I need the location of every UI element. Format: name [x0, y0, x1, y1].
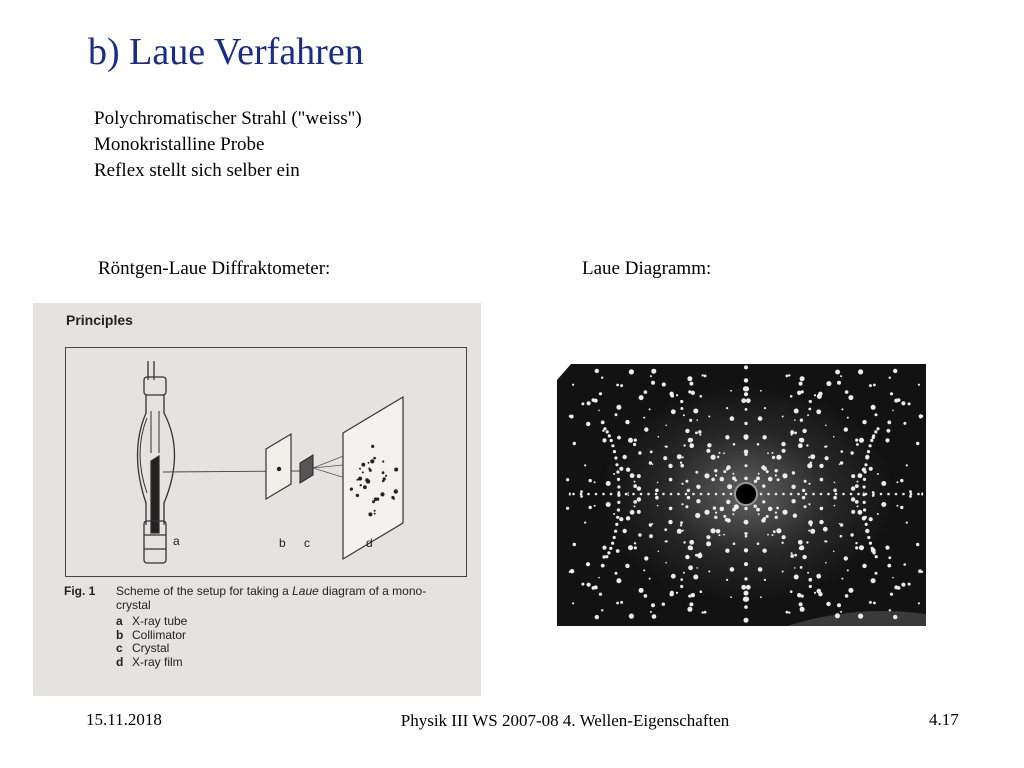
- label-c: c: [304, 536, 310, 550]
- bullet-item: Polychromatischer Strahl ("weiss"): [94, 108, 362, 129]
- bullet-list: [94, 106, 362, 184]
- setup-schematic: [33, 303, 481, 583]
- footer-date: 15.11.2018: [86, 710, 162, 729]
- legend-item: a X-ray tube: [116, 614, 188, 628]
- xray-film-drawing: [343, 397, 403, 559]
- legend-item: c Crystal: [116, 641, 170, 655]
- laue-diagram-photo: [557, 364, 926, 626]
- slide-title: b) Laue Verfahren: [88, 31, 364, 73]
- figure-caption: Scheme of the setup for taking a Laue diagram of a mono- crystal: [116, 584, 427, 612]
- label-d: d: [366, 536, 373, 550]
- diffractometer-figure: [33, 303, 481, 696]
- footer-page-number: 4.17: [929, 710, 959, 729]
- figure-heading: Principles: [66, 312, 133, 328]
- footer-course: Physik III WS 2007-08 4. Wellen-Eigenschaften: [400, 711, 730, 730]
- legend-item: d X-ray film: [116, 654, 183, 669]
- laue-pattern: [557, 364, 926, 626]
- bullet-item: Monokristalline Probe: [94, 134, 265, 155]
- label-a: a: [173, 534, 180, 548]
- laue-diagram-caption: Laue Diagramm:: [582, 258, 712, 279]
- figure-legend: [116, 615, 187, 669]
- collimator-drawing: [266, 434, 291, 499]
- legend-item: b Collimator: [116, 627, 187, 642]
- crystal-drawing: [300, 455, 313, 483]
- beam-stop: [735, 483, 757, 505]
- figure-number: Fig. 1: [64, 584, 96, 598]
- bullet-item: Reflex stellt sich selber ein: [94, 160, 300, 181]
- label-b: b: [279, 536, 286, 550]
- diffractometer-caption: Röntgen-Laue Diffraktometer:: [98, 258, 331, 279]
- xray-tube-drawing: [138, 361, 175, 563]
